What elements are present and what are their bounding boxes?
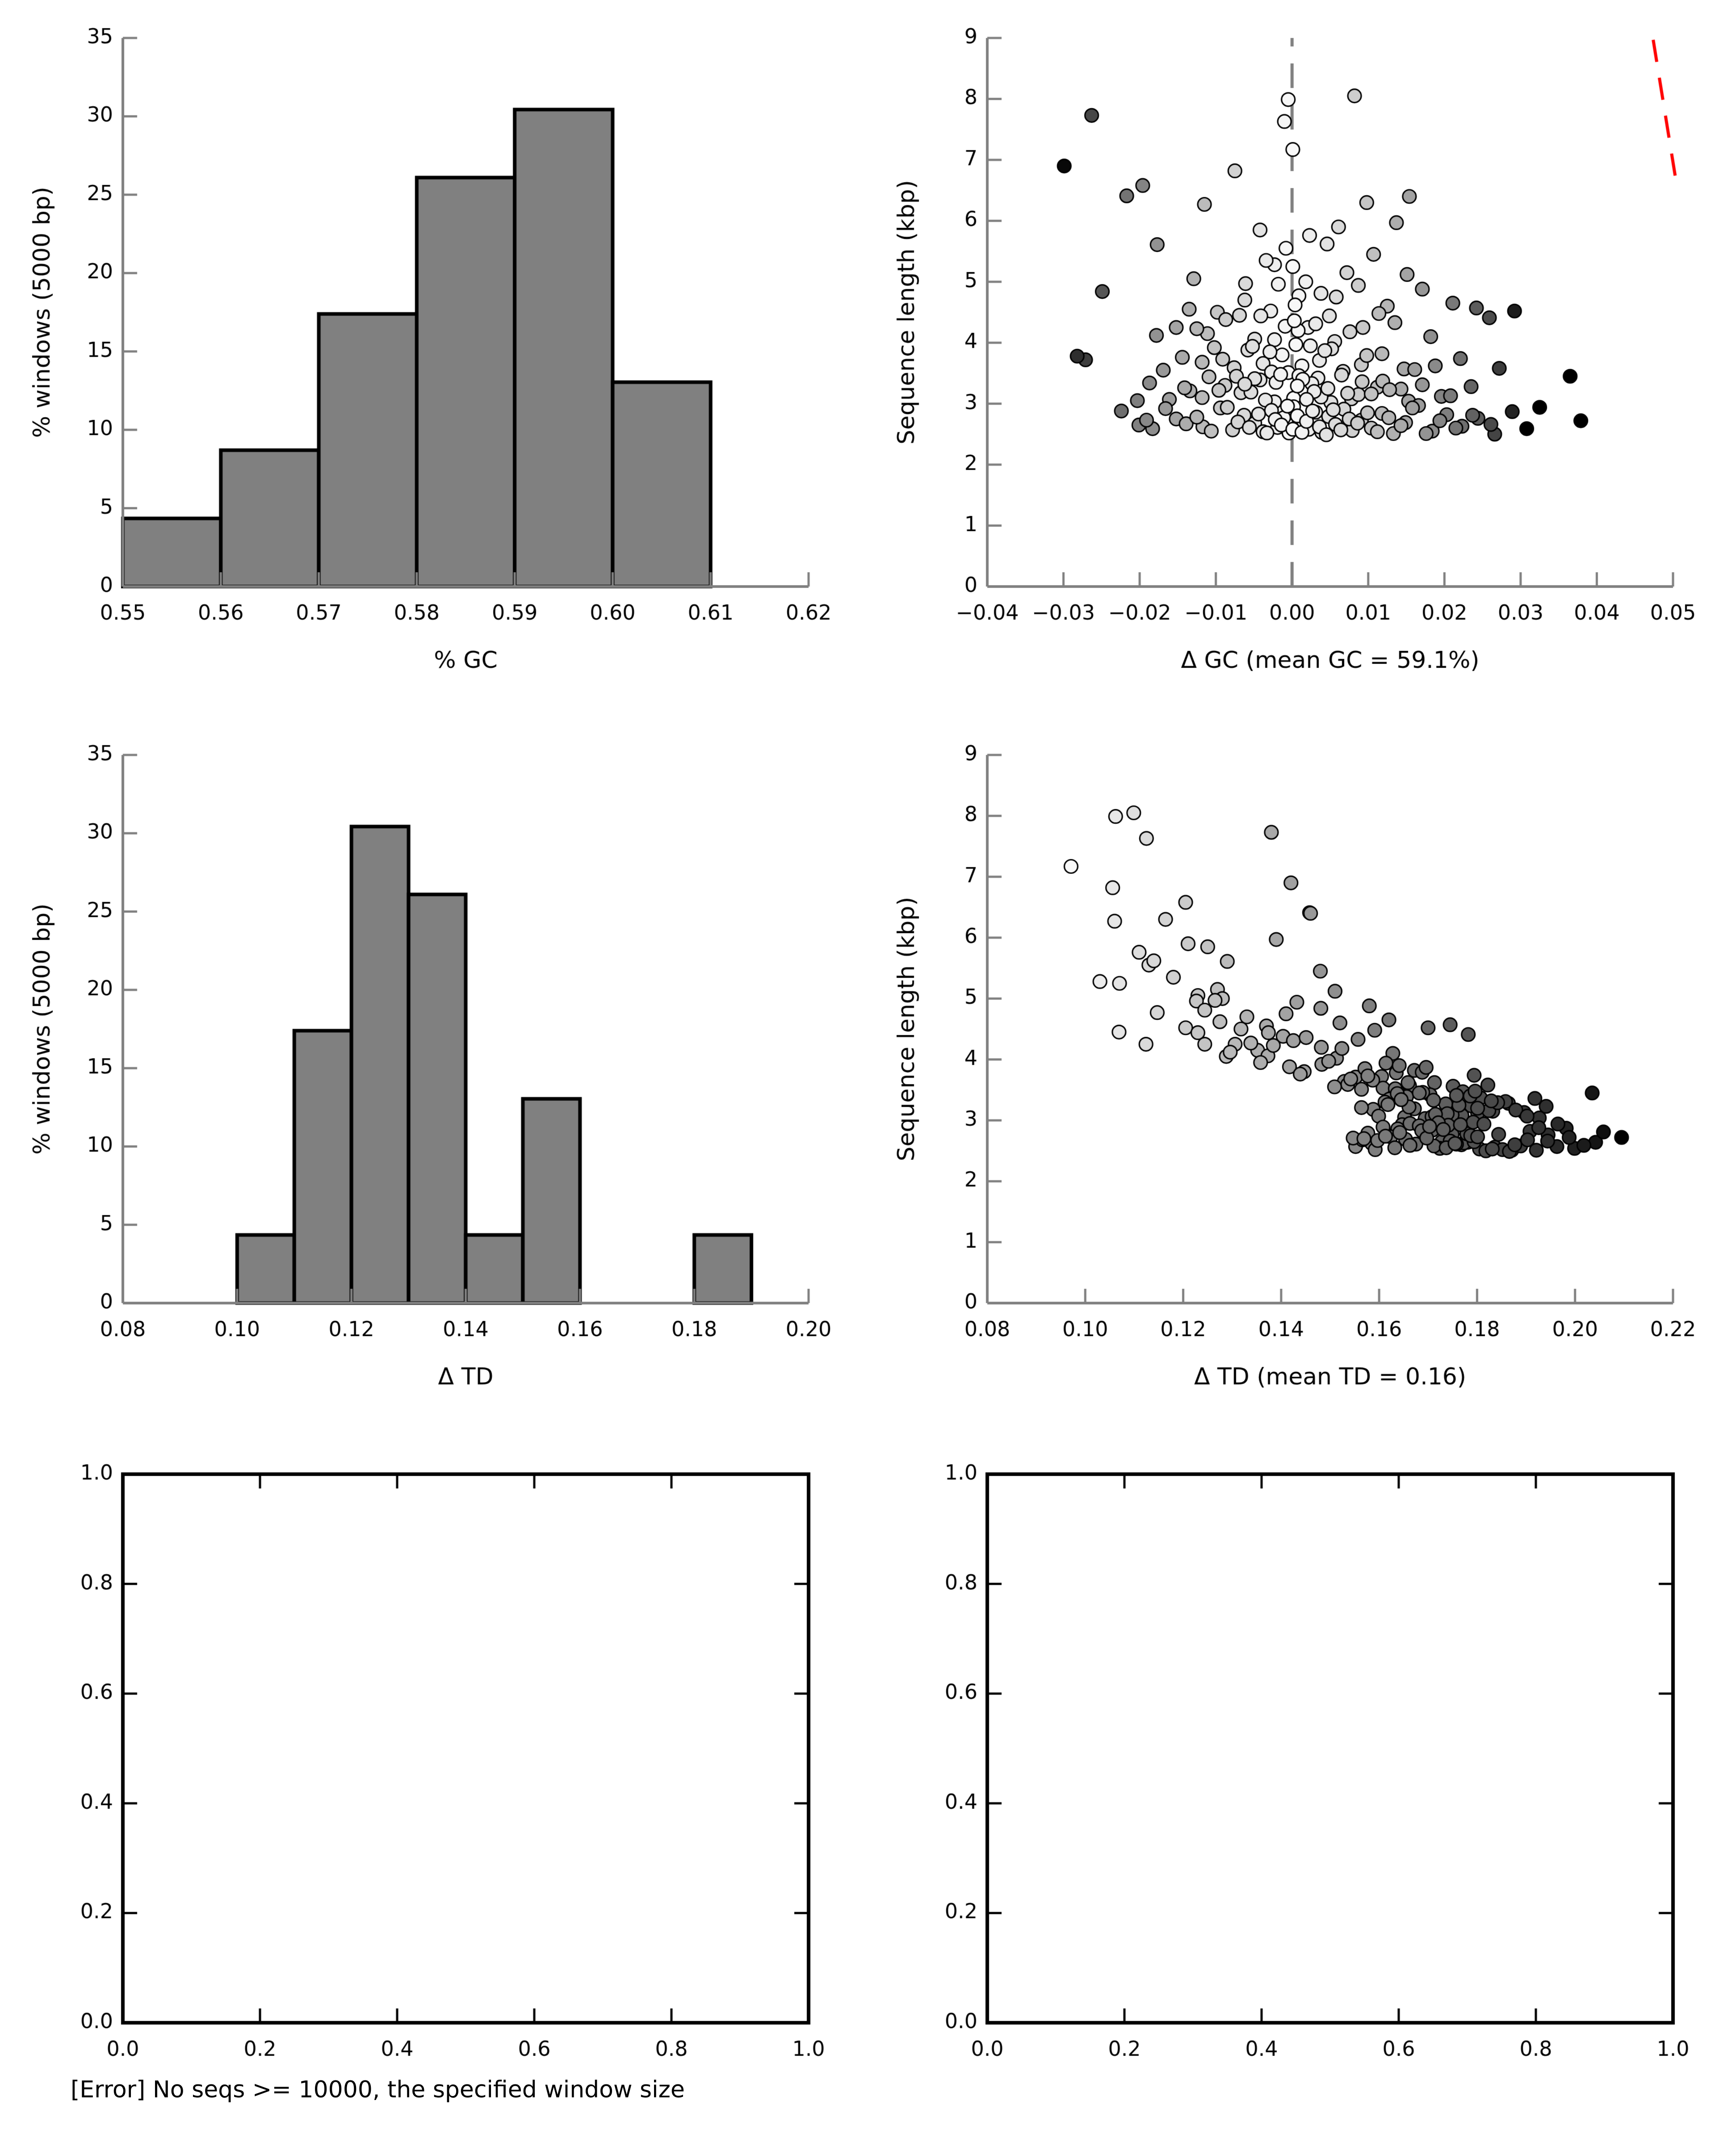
error-message: [Error] No seqs >= 10000, the specified window size [71, 2076, 685, 2103]
td-scatter-canvas [868, 713, 1736, 1425]
empty-plot-right-canvas [868, 1425, 1736, 2138]
gc-scatter-canvas [868, 0, 1736, 713]
gc-histogram-canvas [0, 0, 868, 713]
td-histogram-canvas [0, 713, 868, 1425]
empty-plot-left-canvas [0, 1425, 868, 2138]
